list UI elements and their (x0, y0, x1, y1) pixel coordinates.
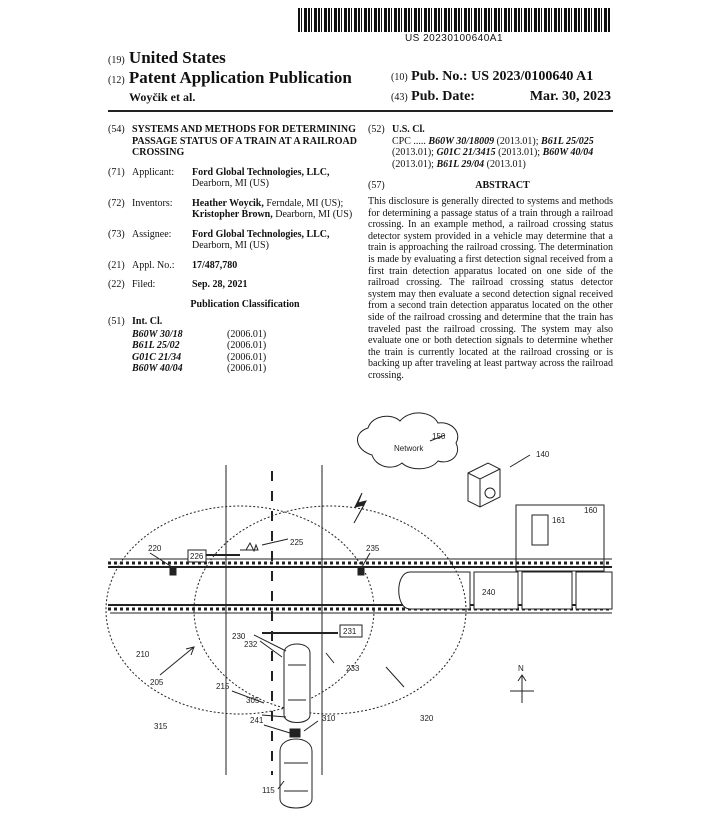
ref-230: 230 (232, 632, 246, 641)
sensor-235 (358, 567, 364, 575)
field-code: (57) (368, 180, 385, 192)
field-value (192, 167, 358, 190)
ref-231: 231 (343, 627, 357, 636)
class-year: (2006.01) (227, 351, 267, 363)
pub-date-label: Pub. Date: (411, 89, 475, 104)
ref-305: 305 (246, 696, 260, 705)
cpc-year: (2013.01); (392, 147, 437, 159)
pub-number-line (391, 69, 593, 85)
field-code: (72) (108, 197, 125, 209)
cpc-code: B61L 29/04 (436, 158, 485, 170)
class-year: (2006.01) (227, 340, 267, 351)
us-cl-abstract-column (368, 124, 613, 381)
network-cloud (357, 413, 457, 469)
ref-215: 215 (216, 682, 230, 691)
ref-161: 161 (552, 516, 566, 525)
assignee-name: Ford Global Technologies, LLC, (192, 228, 330, 240)
car-305-icon (284, 644, 310, 723)
cpc-year: (2013.01) (484, 158, 526, 170)
ref-225: 225 (290, 538, 304, 547)
applicant-name: Ford Global Technologies, LLC, (192, 166, 330, 178)
title-field (108, 124, 358, 159)
appl-no-field (108, 260, 358, 272)
cpc-code: B60W 30/18009 (428, 135, 495, 147)
class-year: (2006.01) (227, 363, 267, 374)
applicant-field (108, 167, 358, 190)
barcode-number: US 20230100640A1 (404, 33, 504, 44)
class-row (108, 340, 358, 352)
ref-240: 240 (482, 588, 496, 597)
car-115-icon (280, 739, 312, 808)
ref-235: 235 (366, 544, 380, 553)
barcode (298, 8, 610, 32)
field-label: Filed: (132, 279, 156, 290)
pub-class-heading: Publication Classification (190, 298, 300, 310)
field-label: Appl. No.: (132, 259, 175, 271)
title: SYSTEMS AND METHODS FOR DETERMINING PASSAGE STATUS OF A TRAIN AT A RAILROAD CROSSING (132, 124, 357, 158)
field-code: (73) (108, 228, 125, 240)
cpc-label: CPC ..... (392, 135, 426, 147)
cpc-year: (2013.01); (494, 135, 542, 147)
device-icon (532, 515, 548, 545)
train-icon (399, 572, 612, 609)
ref-220: 220 (148, 544, 162, 553)
abstract-text: This disclosure is generally directed to systems and methods for determining a passage status of a train through a railroad crossing. In an example method, a railroad crossing status detector system provided in a vehicle may determine that a train is approaching the railroad crossing. The determination is made by evaluating a first detection signal received from a first train detection apparatus located on one side of the railroad crossing. The railroad crossing status detector system may then evaluate a second detection signal received from a second train detection apparatus located on the other side of the railroad crossing and determine that the train has traveled past the railroad crossing. The system may also evaluate one or both detection signals to determine whether the train is currently located at the railroad crossing or is backing up after traveling at least partway across the railroad crossing. (368, 195, 613, 381)
pub-no-code: (10) (391, 72, 408, 83)
type-code: (12) (108, 75, 125, 86)
compass-north: N (518, 664, 524, 673)
pub-no: US 2023/0100640 A1 (471, 69, 594, 84)
int-cl-field (108, 316, 358, 328)
pub-date-code: (43) (391, 92, 408, 103)
ref-241: 241 (250, 716, 264, 725)
country-code: (19) (108, 55, 125, 66)
class-row (108, 329, 358, 341)
patent-figure (0, 395, 720, 816)
pub-no-label: Pub. No.: (411, 69, 468, 84)
ref-320: 320 (420, 714, 434, 723)
us-cl-field (368, 124, 613, 136)
field-value (192, 229, 358, 252)
crossing-arm-225 (240, 543, 258, 551)
cpc-code: B61L 25/025 (541, 135, 594, 147)
cpc-year: (2013.01); (392, 158, 437, 170)
field-code: (21) (108, 259, 125, 271)
abstract-heading: ABSTRACT (475, 180, 530, 192)
network-label: Network (394, 444, 424, 453)
class-year: (2006.01) (227, 328, 267, 340)
field-label: Applicant: (132, 166, 175, 178)
country: United States (128, 48, 226, 67)
class-code: G01C 21/34 (132, 351, 182, 363)
ref-160: 160 (584, 506, 598, 515)
field-label: Assignee: (132, 228, 172, 240)
cpc-line (368, 136, 613, 171)
abstract-heading-line (368, 180, 613, 196)
filed-field (108, 279, 358, 291)
field-value (192, 198, 358, 221)
ref-226: 226 (190, 552, 204, 561)
cpc-year: (2013.01); (495, 147, 543, 159)
inventors-short: Woyčik et al. (129, 90, 196, 104)
field-code: (71) (108, 166, 125, 178)
class-code: B60W 30/18 (132, 328, 183, 340)
class-row (108, 363, 358, 375)
field-code: (52) (368, 124, 385, 135)
filed-date: Sep. 28, 2021 (192, 279, 248, 290)
ref-315: 315 (154, 722, 168, 731)
class-code: B60W 40/04 (132, 363, 183, 374)
sensor-241 (290, 729, 300, 737)
applicant-place: Dearborn, MI (US) (192, 178, 269, 189)
ref-310: 310 (322, 714, 336, 723)
cpc-code: G01C 21/3415 (436, 147, 496, 159)
compass-icon (510, 664, 534, 703)
field-code: (22) (108, 279, 125, 290)
country-line (108, 48, 226, 68)
field-code: (54) (108, 124, 125, 135)
arrow-205 (160, 647, 194, 675)
int-cl-label: Int. Cl. (132, 316, 163, 327)
pub-date-line (391, 89, 611, 105)
inventor-place: Dearborn, MI (US) (275, 209, 353, 220)
pub-date: Mar. 30, 2023 (529, 89, 611, 104)
ref-140: 140 (536, 450, 550, 459)
ref-210: 210 (136, 650, 150, 659)
inventors-field (108, 198, 358, 221)
field-code: (51) (108, 316, 125, 327)
inventor-name: Kristopher Brown, (192, 209, 273, 220)
inventor-place: Ferndale, MI (US); (266, 197, 344, 209)
assignee-place: Dearborn, MI (US) (192, 240, 269, 251)
arrow-320 (386, 667, 404, 687)
field-label: Inventors: (132, 197, 173, 209)
ref-115: 115 (262, 786, 275, 795)
cpc-code: B60W 40/04 (542, 147, 594, 159)
assignee-field (108, 229, 358, 252)
us-cl-label: U.S. Cl. (392, 124, 425, 135)
ref-233: 233 (346, 664, 360, 673)
class-row (108, 352, 358, 364)
publication-type: Patent Application Publication (128, 68, 352, 87)
inventor-name: Heather Woycik, (192, 197, 264, 209)
sensor-220 (170, 567, 176, 575)
ref-205: 205 (150, 678, 164, 687)
bibliographic-column (108, 124, 358, 375)
appl-no: 17/487,780 (192, 259, 238, 271)
header-rule (108, 110, 613, 112)
publication-type-line (108, 68, 352, 88)
ref-232: 232 (244, 640, 258, 649)
class-code: B61L 25/02 (132, 340, 180, 351)
server-icon (468, 463, 500, 507)
ref-150: 150 (432, 432, 446, 441)
